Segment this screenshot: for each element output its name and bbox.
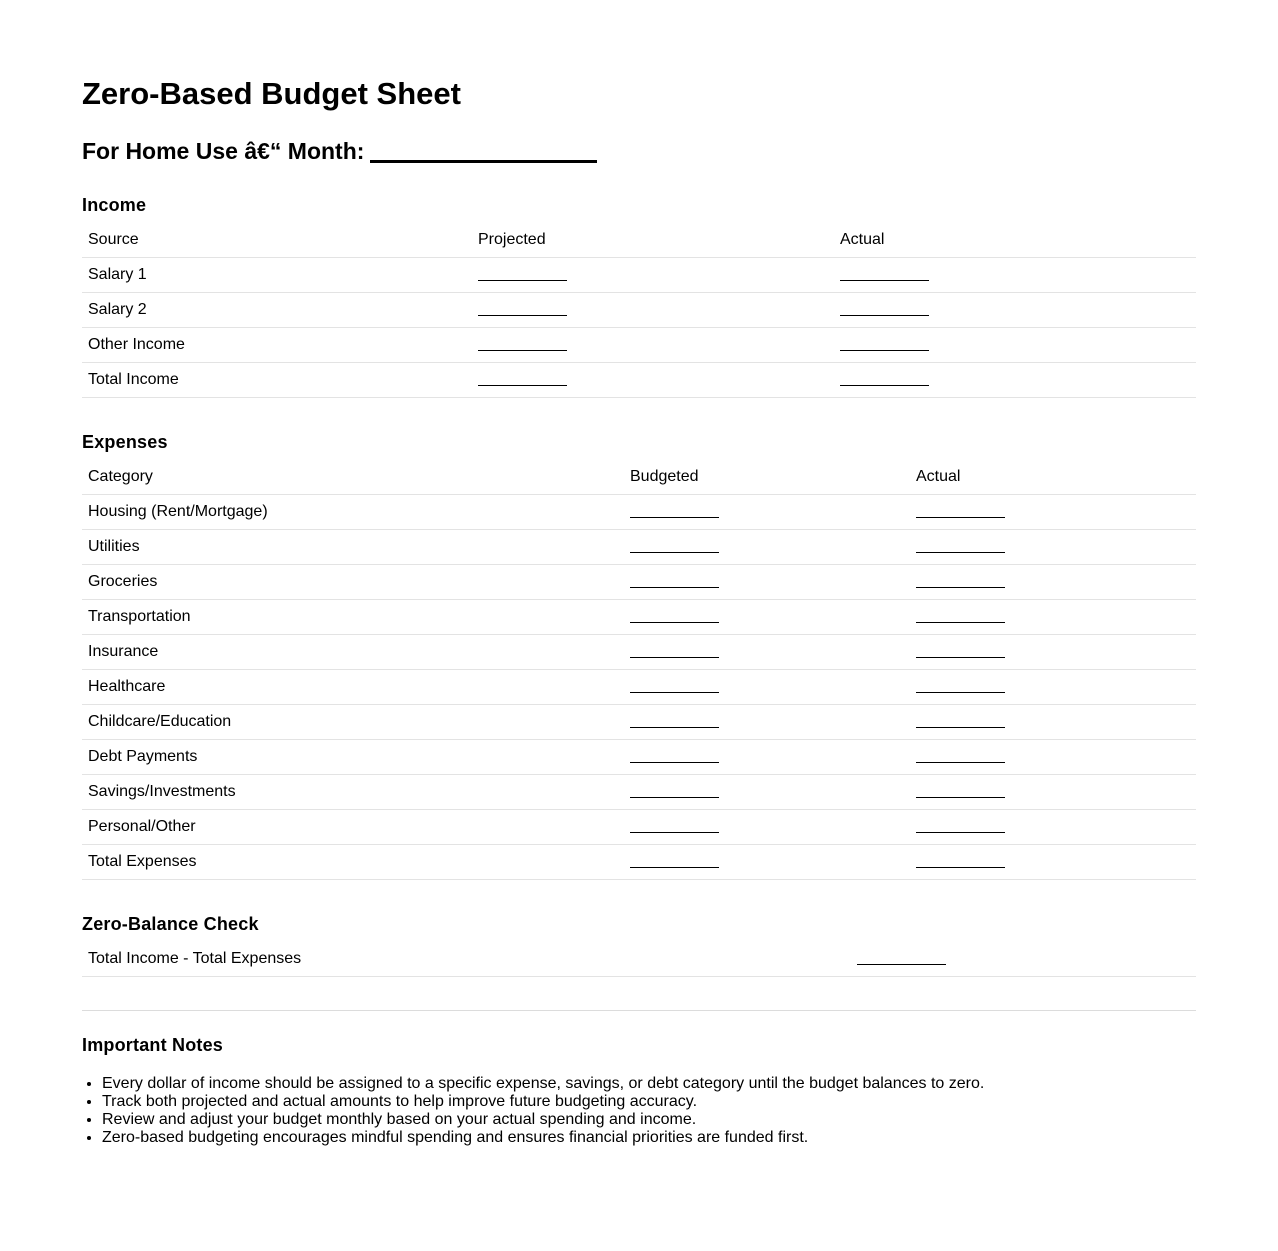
- budgeted-cell: [624, 810, 910, 845]
- actual-cell: [910, 565, 1196, 600]
- budgeted-cell: [624, 845, 910, 880]
- projected-cell: [472, 363, 834, 398]
- actual-blank-line[interactable]: [916, 507, 1005, 518]
- budgeted-blank-line[interactable]: [630, 822, 719, 833]
- row-label: Housing (Rent/Mortgage): [82, 495, 624, 530]
- list-item: • Every dollar of income should be assigned to a specific expense, savings, or debt category until the budget balances to zero.: [102, 1075, 984, 1093]
- table-row: [82, 258, 1196, 293]
- table-row: [82, 565, 1196, 600]
- budgeted-cell: [624, 600, 910, 635]
- column-header-budgeted: Budgeted: [624, 460, 910, 495]
- row-label: Insurance: [82, 635, 624, 670]
- table-row: [82, 845, 1196, 880]
- table-row: [82, 600, 1196, 635]
- actual-cell: [910, 810, 1196, 845]
- list-item: • Track both projected and actual amounts to help improve future budgeting accuracy.: [102, 1093, 984, 1111]
- row-label: Healthcare: [82, 670, 624, 705]
- actual-cell: [910, 670, 1196, 705]
- row-label: Personal/Other: [82, 810, 624, 845]
- section-divider: [82, 1010, 1196, 1011]
- budgeted-cell: [624, 565, 910, 600]
- notes-heading: Important Notes: [82, 1035, 224, 1055]
- page-title: Zero-Based Budget Sheet: [82, 76, 461, 111]
- actual-cell: [910, 495, 1196, 530]
- projected-blank-line[interactable]: [478, 340, 567, 351]
- table-row: [82, 705, 1196, 740]
- table-row: [82, 635, 1196, 670]
- row-label: Savings/Investments: [82, 775, 624, 810]
- actual-blank-line[interactable]: [916, 822, 1005, 833]
- projected-blank-line[interactable]: [478, 305, 567, 316]
- budgeted-cell: [624, 775, 910, 810]
- projected-blank-line[interactable]: [478, 270, 567, 281]
- actual-blank-line[interactable]: [916, 717, 1005, 728]
- actual-blank-line[interactable]: [840, 270, 929, 281]
- actual-blank-line[interactable]: [916, 542, 1005, 553]
- column-header-category: Category: [82, 460, 624, 495]
- actual-cell: [910, 740, 1196, 775]
- page-subtitle: [82, 132, 597, 166]
- actual-blank-line[interactable]: [916, 647, 1005, 658]
- actual-blank-line[interactable]: [840, 340, 929, 351]
- row-label: Debt Payments: [82, 740, 624, 775]
- budgeted-blank-line[interactable]: [630, 752, 719, 763]
- projected-cell: [472, 293, 834, 328]
- actual-blank-line[interactable]: [916, 577, 1005, 588]
- actual-cell: [834, 363, 1196, 398]
- subtitle-text: For Home Use â€“ Month:: [82, 138, 365, 164]
- actual-cell: [910, 635, 1196, 670]
- actual-cell: [910, 600, 1196, 635]
- column-header-source: Source: [82, 223, 472, 258]
- actual-cell: [834, 328, 1196, 363]
- month-blank-line[interactable]: [370, 136, 597, 163]
- balance-heading: Zero-Balance Check: [82, 914, 259, 934]
- row-label: Transportation: [82, 600, 624, 635]
- income-table: [82, 223, 1196, 398]
- list-item: • Zero-based budgeting encourages mindful spending and ensures financial priorities are funded first.: [102, 1129, 984, 1147]
- budgeted-cell: [624, 670, 910, 705]
- table-row: [82, 363, 1196, 398]
- row-label: Groceries: [82, 565, 624, 600]
- table-row: [82, 942, 1196, 977]
- budgeted-blank-line[interactable]: [630, 542, 719, 553]
- table-row: [82, 740, 1196, 775]
- actual-blank-line[interactable]: [916, 787, 1005, 798]
- row-label: Total Income - Total Expenses: [82, 942, 851, 977]
- actual-cell: [834, 258, 1196, 293]
- row-label: Utilities: [82, 530, 624, 565]
- projected-blank-line[interactable]: [478, 375, 567, 386]
- actual-blank-line[interactable]: [840, 375, 929, 386]
- column-header-actual: Actual: [834, 223, 1196, 258]
- actual-cell: [910, 775, 1196, 810]
- actual-cell: [910, 530, 1196, 565]
- budgeted-cell: [624, 495, 910, 530]
- table-row: [82, 328, 1196, 363]
- actual-cell: [910, 845, 1196, 880]
- row-label: Salary 2: [82, 293, 472, 328]
- budgeted-blank-line[interactable]: [630, 682, 719, 693]
- actual-cell: [910, 705, 1196, 740]
- balance-table: [82, 942, 1196, 977]
- notes-list: [82, 1075, 984, 1147]
- budgeted-cell: [624, 530, 910, 565]
- row-label: Salary 1: [82, 258, 472, 293]
- actual-cell: [834, 293, 1196, 328]
- projected-cell: [472, 258, 834, 293]
- actual-blank-line[interactable]: [916, 682, 1005, 693]
- budgeted-blank-line[interactable]: [630, 787, 719, 798]
- row-label: Total Income: [82, 363, 472, 398]
- actual-blank-line[interactable]: [916, 752, 1005, 763]
- expenses-header-row: [82, 460, 1196, 495]
- row-label: Childcare/Education: [82, 705, 624, 740]
- budgeted-cell: [624, 740, 910, 775]
- table-row: [82, 293, 1196, 328]
- balance-cell: [851, 942, 1196, 977]
- actual-blank-line[interactable]: [916, 612, 1005, 623]
- budgeted-blank-line[interactable]: [630, 647, 719, 658]
- column-header-projected: Projected: [472, 223, 834, 258]
- budgeted-blank-line[interactable]: [630, 507, 719, 518]
- budgeted-cell: [624, 705, 910, 740]
- table-row: [82, 775, 1196, 810]
- expenses-table: [82, 460, 1196, 880]
- budgeted-blank-line[interactable]: [630, 577, 719, 588]
- expenses-heading: Expenses: [82, 432, 168, 452]
- table-row: [82, 670, 1196, 705]
- table-row: [82, 495, 1196, 530]
- actual-blank-line[interactable]: [916, 857, 1005, 868]
- row-label: Other Income: [82, 328, 472, 363]
- budgeted-cell: [624, 635, 910, 670]
- table-row: [82, 530, 1196, 565]
- balance-blank-line[interactable]: [857, 954, 946, 965]
- column-header-actual: Actual: [910, 460, 1196, 495]
- row-label: Total Expenses: [82, 845, 624, 880]
- income-header-row: [82, 223, 1196, 258]
- budgeted-blank-line[interactable]: [630, 612, 719, 623]
- projected-cell: [472, 328, 834, 363]
- income-heading: Income: [82, 195, 147, 215]
- budgeted-blank-line[interactable]: [630, 857, 719, 868]
- table-row: [82, 810, 1196, 845]
- actual-blank-line[interactable]: [840, 305, 929, 316]
- budgeted-blank-line[interactable]: [630, 717, 719, 728]
- list-item: • Review and adjust your budget monthly based on your actual spending and income.: [102, 1111, 984, 1129]
